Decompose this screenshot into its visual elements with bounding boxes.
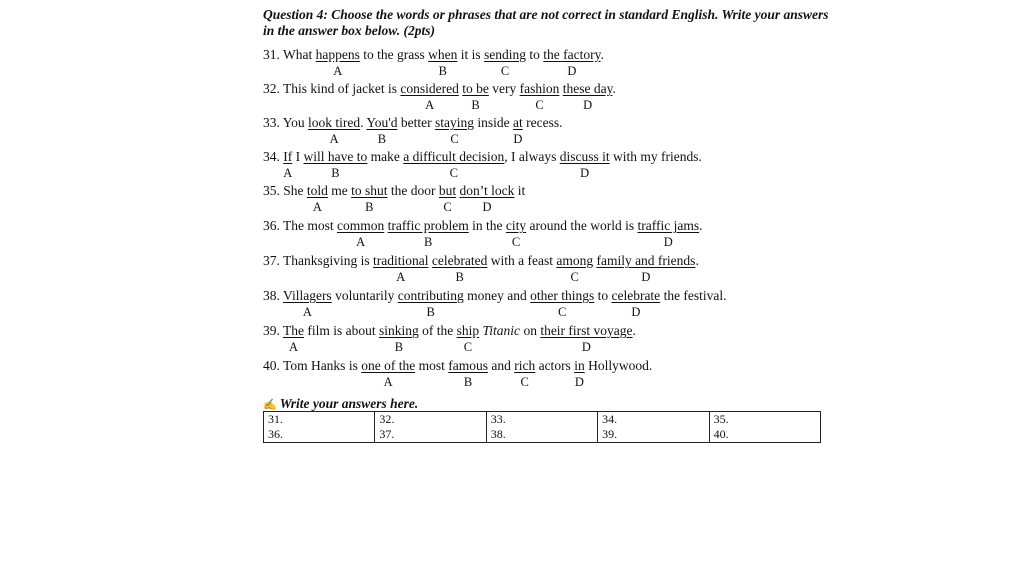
answer-cell[interactable]: 32. (375, 412, 486, 428)
sentence-text: . (600, 47, 604, 62)
underlined-option: common (337, 218, 385, 233)
answer-cell[interactable]: 40. (709, 427, 820, 443)
sentence-text: with a feast (487, 253, 557, 268)
option-letter: A (383, 375, 393, 389)
sentence-text: me (327, 183, 352, 198)
option-letter: A (302, 305, 312, 319)
sentence-text: She (283, 183, 307, 198)
option-letter: C (500, 64, 510, 78)
underlined-option: when (428, 47, 458, 62)
option-letter: C (511, 235, 521, 249)
sentence-text: This kind of jacket is (283, 81, 401, 96)
option-letter: B (365, 200, 374, 214)
option-letter: D (580, 166, 590, 180)
option-letter: D (581, 340, 591, 354)
underlined-option: in (574, 358, 585, 373)
question-31 (263, 47, 604, 63)
option-letter: C (535, 98, 544, 112)
question-40 (263, 358, 652, 374)
option-letter: A (356, 235, 366, 249)
underlined-option: traffic problem (387, 218, 469, 233)
sentence-text: What (283, 47, 316, 62)
option-letter: D (482, 200, 492, 214)
option-letter: D (574, 375, 584, 389)
sentence-text: it (514, 183, 526, 198)
sentence-text: to (594, 288, 612, 303)
underlined-option: the factory (543, 47, 601, 62)
sentence-text: around the world is (526, 218, 638, 233)
option-letter: A (333, 64, 343, 78)
option-letter: B (438, 64, 447, 78)
underlined-option: look tired (308, 115, 361, 130)
answer-cell[interactable]: 36. (264, 427, 375, 443)
sentence-text: , I always (504, 149, 560, 164)
option-letter: C (570, 270, 579, 284)
sentence-text: voluntarily (331, 288, 398, 303)
question-39 (263, 323, 636, 339)
option-letter: B (426, 305, 435, 319)
answer-cell[interactable]: 37. (375, 427, 486, 443)
underlined-option: Villagers (283, 288, 332, 303)
question-number: 40. (263, 358, 284, 373)
option-letter: D (567, 64, 577, 78)
option-letter: A (289, 340, 299, 354)
underlined-option: will have to (303, 149, 368, 164)
underlined-option: discuss it (559, 149, 610, 164)
question-number: 35. (263, 183, 284, 198)
underlined-option: considered (400, 81, 459, 96)
sentence-text: and (487, 358, 515, 373)
sentence-text: You (282, 115, 309, 130)
option-letter: C (449, 166, 458, 180)
question-32 (263, 81, 616, 97)
underlined-option: other things (530, 288, 595, 303)
underlined-option: If (283, 149, 293, 164)
sentence-text: actors (535, 358, 575, 373)
option-letter: C (463, 340, 473, 354)
underlined-option: their first voyage (540, 323, 633, 338)
underlined-option: to shut (351, 183, 388, 198)
answer-cell[interactable]: 35. (709, 412, 820, 428)
underlined-option: contributing (397, 288, 464, 303)
option-letter: D (513, 132, 523, 146)
sentence-text: of the (418, 323, 457, 338)
sentence-text: to (526, 47, 544, 62)
sentence-text: the door (387, 183, 439, 198)
option-letter: D (631, 305, 641, 319)
option-letter: B (471, 98, 480, 112)
pen-hand-icon: ✍ (263, 399, 277, 411)
sentence-text: . (695, 253, 699, 268)
sentence-text: inside (473, 115, 513, 130)
underlined-option: told (306, 183, 328, 198)
sentence-text: . (612, 81, 616, 96)
option-letter: A (396, 270, 406, 284)
underlined-option: at (512, 115, 523, 130)
italic-title: Titanic (482, 323, 521, 338)
option-letter: B (377, 132, 387, 146)
question-number: 33. (263, 115, 283, 130)
question-number: 36. (263, 218, 284, 233)
underlined-option: famous (448, 358, 488, 373)
sentence-text: The most (283, 218, 338, 233)
sentence-text: with my friends. (609, 149, 702, 164)
underlined-option: these day (562, 81, 613, 96)
answer-cell[interactable]: 31. (264, 412, 375, 428)
sentence-text: Thanksgiving is (283, 253, 374, 268)
underlined-option: celebrated (431, 253, 488, 268)
question-35 (263, 183, 525, 199)
answer-box-label: ✍ Write your answers here. (263, 396, 419, 411)
underlined-option: You'd (366, 115, 398, 130)
sentence-text: Tom Hanks is (283, 358, 362, 373)
answer-row (264, 427, 821, 443)
option-letter: A (329, 132, 339, 146)
underlined-option: sending (484, 47, 527, 62)
option-letter: D (641, 270, 651, 284)
question-number: 38. (263, 288, 284, 303)
underlined-option: one of the (361, 358, 416, 373)
underlined-option: don’t lock (459, 183, 515, 198)
answer-box (263, 411, 821, 443)
sentence-text: on (520, 323, 541, 338)
question-33 (263, 115, 562, 131)
sentence-text: very (488, 81, 520, 96)
question-heading: Question 4: Choose the words or phrases that are not correct in standard English. Write your answers in the answer box below. (2pts) (263, 7, 829, 38)
option-letter: B (331, 166, 340, 180)
option-letter: B (463, 375, 473, 389)
underlined-option: celebrate (611, 288, 661, 303)
underlined-option: city (505, 218, 527, 233)
sentence-text: recess. (522, 115, 563, 130)
underlined-option: traffic jams (637, 218, 700, 233)
sentence-text: most (415, 358, 449, 373)
option-letter: D (583, 98, 593, 112)
option-letter: B (455, 270, 464, 284)
underlined-option: staying (434, 115, 474, 130)
answer-cell[interactable]: 34. (598, 412, 709, 428)
question-number: 39. (263, 323, 284, 338)
underlined-option: ship (456, 323, 480, 338)
underlined-option: traditional (373, 253, 429, 268)
underlined-option: but (438, 183, 457, 198)
underlined-option: rich (514, 358, 536, 373)
answer-row (264, 412, 821, 428)
sentence-text: make (367, 149, 404, 164)
underlined-option: family and friends (596, 253, 696, 268)
sentence-text: better (397, 115, 435, 130)
sentence-text: film is about (304, 323, 380, 338)
question-number: 34. (263, 149, 284, 164)
option-letter: B (394, 340, 404, 354)
option-letter: C (557, 305, 567, 319)
question-number: 32. (263, 81, 284, 96)
sentence-text: . (632, 323, 636, 338)
option-letter: C (443, 200, 452, 214)
option-letter: C (450, 132, 459, 146)
question-38 (263, 288, 727, 304)
sentence-text: Hollywood. (584, 358, 653, 373)
underlined-option: a difficult decision (403, 149, 505, 164)
option-letter: B (424, 235, 433, 249)
question-34 (263, 149, 702, 165)
underlined-option: fashion (519, 81, 560, 96)
option-letter: A (283, 166, 293, 180)
sentence-text: it is (457, 47, 485, 62)
question-36 (263, 218, 702, 234)
question-number: 31. (263, 47, 284, 62)
sentence-text: the festival. (660, 288, 727, 303)
sentence-text: in the (468, 218, 506, 233)
underlined-option: among (556, 253, 594, 268)
option-letter: D (663, 235, 673, 249)
underlined-option: The (283, 323, 305, 338)
underlined-option: to be (462, 81, 489, 96)
question-number: 37. (263, 253, 284, 268)
option-letter: A (425, 98, 435, 112)
option-letter: A (312, 200, 322, 214)
answer-cell[interactable]: 33. (486, 412, 597, 428)
underlined-option: sinking (379, 323, 419, 338)
sentence-text: money and (463, 288, 531, 303)
answer-cell[interactable]: 39. (598, 427, 709, 443)
sentence-text: I (292, 149, 304, 164)
sentence-text: . (360, 115, 367, 130)
option-letter: C (520, 375, 529, 389)
answer-cell[interactable]: 38. (486, 427, 597, 443)
sentence-text: . (699, 218, 703, 233)
sentence-text: to the grass (359, 47, 429, 62)
question-37 (263, 253, 699, 269)
underlined-option: happens (315, 47, 360, 62)
